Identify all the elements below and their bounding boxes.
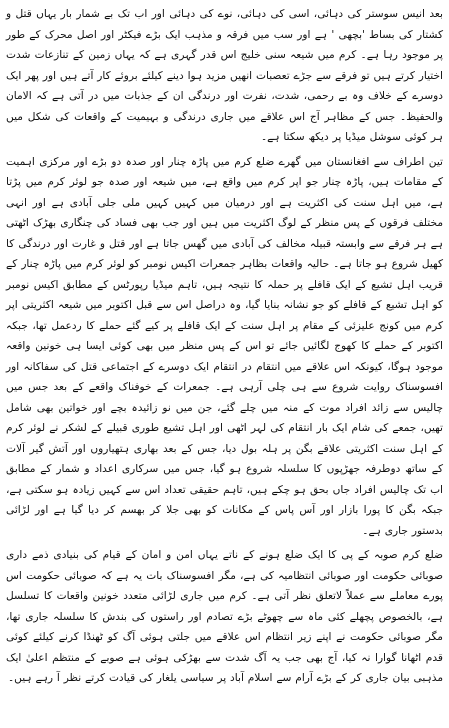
article-paragraph: ضلع کرم صوبہ کے پی کا ایک ضلع ہونے کے ناتے یہاں امن و امان کے قیام کی بنیادی ذمے داری صوبائی حکومت اور صوبائی انتظامیہ کی ہے، مگر افسوسناک بات یہ ہے کہ صوبائی حکومت اس پورے معاملے سے عملاً لاتعلق نظر آتی ہے۔ کرم میں جاری لڑائی متعدد خونین واقعات کا تسلسل ہے، بالخصوص پچھلے کئی ماہ سے چھوٹے بڑے تصادم اور راستوں کی بندش کا سلسلہ جاری تھا، مگر صوبائی حکومت نے اپنے زیر انتظام اس علاقے میں جلتی ہوئی آگ کو ٹھنڈا کرنے کیلئے کوئی قدم اٹھانا گوارا نہ کیا، آج بھی جب یہ آگ شدت سے بھڑکی ہوئی ہے صوبے کے منتظم اعلیٰ ایک مذہبی بیان جاری کر کے بڑے آرام سے اسلام آباد پر سیاسی یلغار کی قیادت کرتے نظر آ رہے ہیں۔ xyxy=(6,549,443,684)
article-paragraph: تین اطراف سے افغانستان میں گھرے ضلع کرم میں پاڑہ چنار اور صدہ دو بڑے اور مرکزی اہمیت کے مقامات ہیں، پاڑہ چنار جو اپر کرم میں واقع ہے، میں شیعہ اور صدہ جو لوئر کرم میں پڑتا ہے، میں اہل سنت کی اکثریت ہے اور درمیان میں کہیں کہیں ملی جلی آبادی ہے اور انہی مختلف فرقوں کے پس منظر کے لوگ اکثریت میں ہیں اور جب بھی فساد کی چنگاری بھڑک اٹھتی ہے ہر فرقے سے وابستہ قبیلہ مخالف کی آبادی میں گھس جاتا ہے اور قتل و غارت اور درندگی کا کھیل شروع ہو جاتا ہے۔ حالیہ واقعات بظاہر جمعرات اکیس نومبر کو لوئر کرم میں پاڑہ چنار کے قریب اہل تشیع کے ایک قافلے پر حملہ کا نتیجہ ہیں، تاہم میڈیا رپورٹس کے مطابق اکیس نومبر کو اہل تشیع کے قافلے کو جو نشانہ بنایا گیا، وہ دراصل اس سے قبل اکتوبر میں شیعہ اکثریتی اپر کرم میں کونج علیزئی کے مقام پر اہل سنت کے ایک قافلے پر کیے گئے حملے کا ردعمل تھا، جبکہ اکتوبر کے حملے کا کھوج لگائیں جائے تو اس کے پس منظر میں بھی کوئی ایسا ہی خونین واقعہ موجود ہوگا، کیونکہ اس علاقے میں انتقام در انتقام ایک دوسرے کے اجتماعی قتل کی سفاکانہ اور افسوسناک روایت شروع سے ہی چلی آرہی ہے۔ جمعرات کے خوفناک واقعے کے بعد جس میں چالیس سے زائد افراد موت کے منہ میں چلے گئے، جن میں نو زائیدہ بچے اور خواتین بھی شامل تھیں، جمعے کی شام ایک بار انتقام کی لہر اٹھی اور اہل تشیع طوری قبیلے کے لشکر نے لوئر کرم کے اہل سنت اکثریتی علاقے بگن پر ہلہ بول دیا، جس کے بعد بھاری ہتھیاروں اور آتش گیر آلات کے ساتھ دوطرفہ جھڑپوں کا سلسلہ شروع ہو گیا، جس میں سرکاری اعداد و شمار کے مطابق اب تک چالیس افراد جاں بحق ہو چکے ہیں، تاہم حقیقی تعداد اس سے کہیں زیادہ ہو سکتی ہے، جبکہ بگن کا پورا بازار اور آس پاس کے مکانات کو بھی جلا کر بھسم کر دیا گیا ہے اور لڑائی بدستور جاری ہے۔ xyxy=(6,155,443,537)
article-paragraph: بعد انیس سوستر کی دہائی، اسی کی دہائی، نوے کی دہائی اور اب تک بے شمار بار یہاں قتل و کشتار کی بساط 'بچھی ' ہے اور سب میں فرقہ و مذہب ایک بڑے فیکٹر اور اصل محرک کے طور پر موجود رہا ہے۔ کرم میں شیعہ سنی خلیج اس قدر گہری ہے کہ یہاں زمین کے تنازعات شدت اختیار کرتے ہیں تو فرقے سے جڑے تعصبات انھیں مزید ہوا دینے کیلئے بروئے کار آتے ہیں اور پھر ایک دوسرے کے خلاف وہ بے رحمی، شدت، نفرت اور درندگی ان کے جذبات میں در آتی ہے کہ الامان والحفیظ۔ جس کے مظاہر آج اس علاقے میں جاری درندگی و بہیمیت کے واقعات کی شکل میں ہر کوئی سوشل میڈیا پر دیکھ سکتا ہے۔ xyxy=(6,8,443,143)
